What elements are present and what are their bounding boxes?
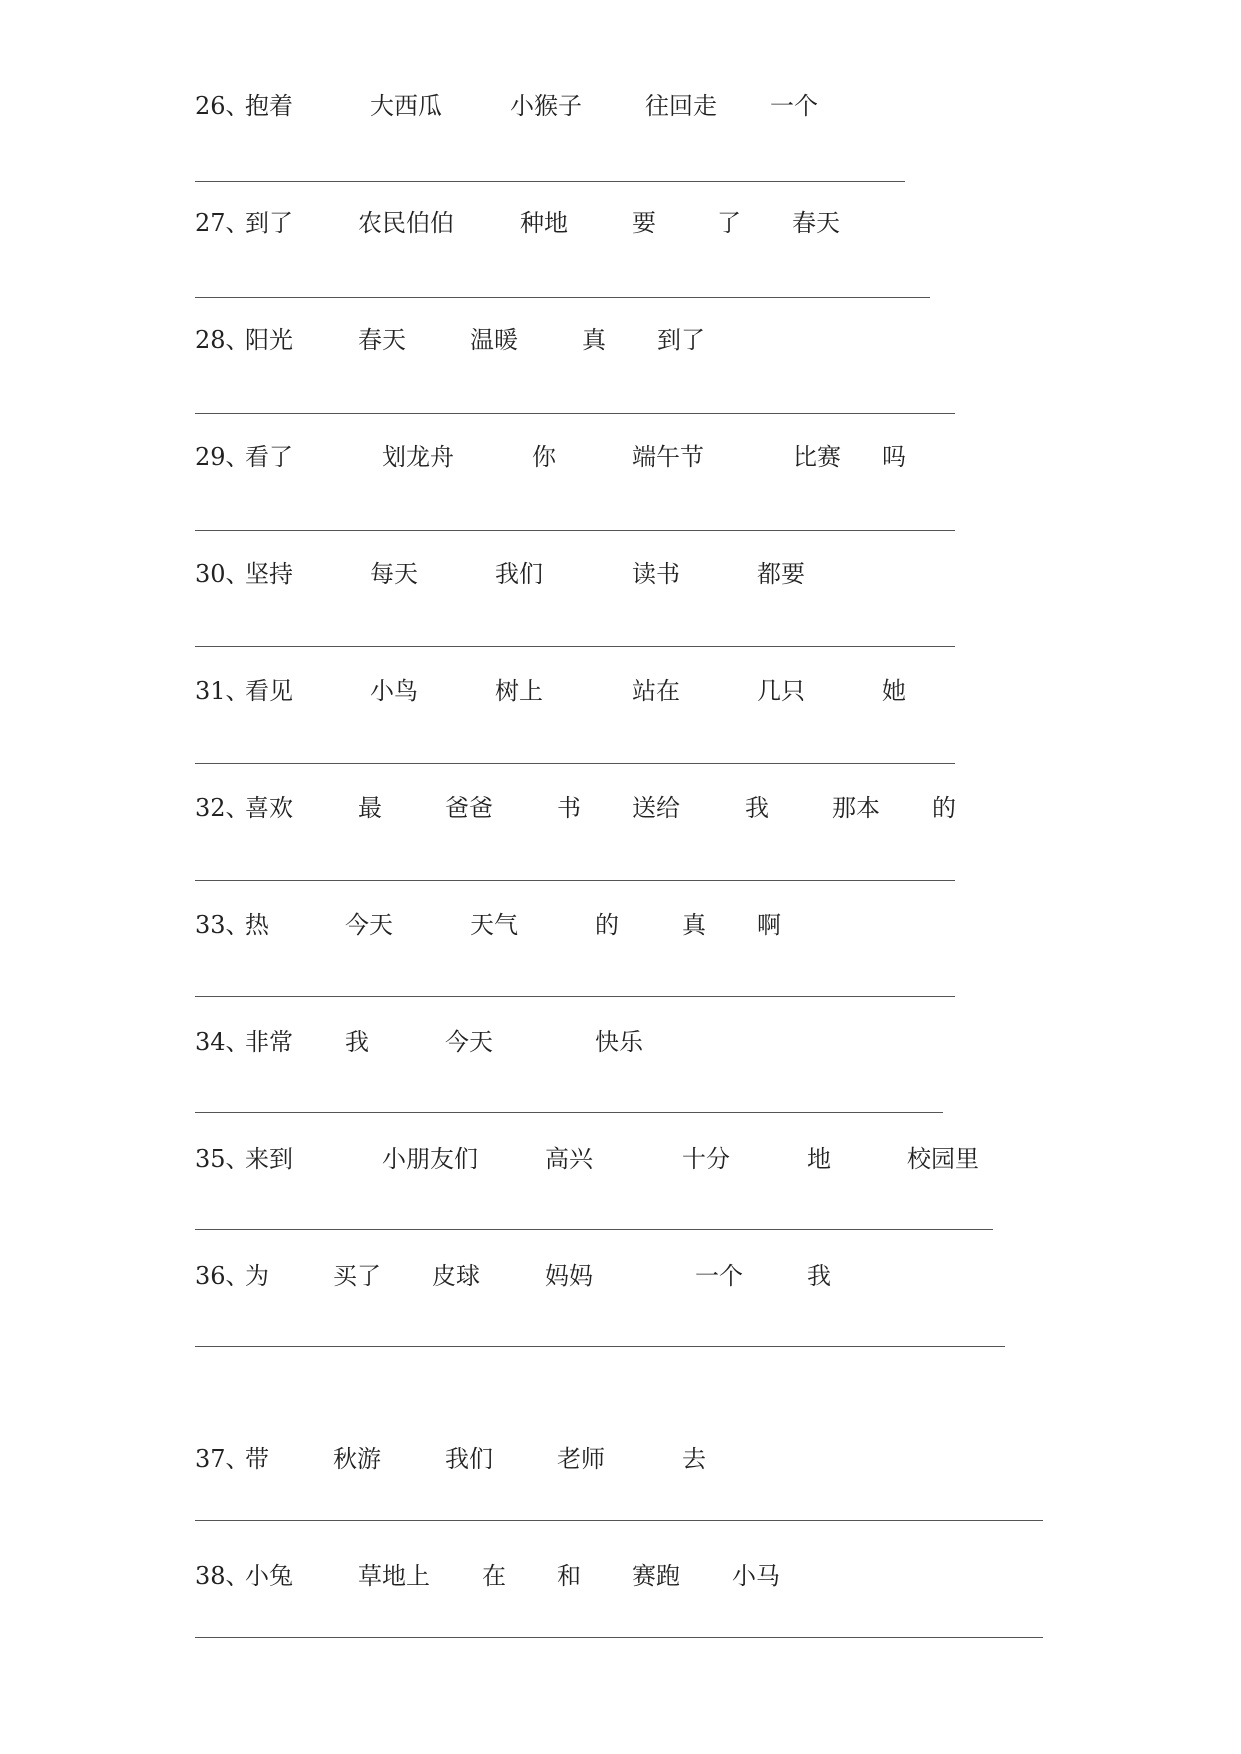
word-token: 天气 [470, 911, 518, 939]
word-token: 的 [932, 794, 956, 822]
exercise-item [195, 92, 1095, 120]
word-token: 种地 [520, 209, 568, 237]
word-token: 读书 [632, 560, 680, 588]
word-token: 树上 [495, 677, 543, 705]
word-token: 抱着 [245, 92, 293, 120]
word-token: 真 [682, 911, 706, 939]
word-token: 到了 [245, 209, 293, 237]
item-number: 30、 [195, 560, 250, 588]
word-token: 秋游 [333, 1445, 381, 1473]
word-token: 的 [595, 911, 619, 939]
word-token: 在 [482, 1562, 506, 1590]
answer-line[interactable] [195, 646, 955, 647]
exercise-item [195, 1262, 1095, 1290]
word-token: 赛跑 [632, 1562, 680, 1590]
word-token: 去 [682, 1445, 706, 1473]
answer-line[interactable] [195, 996, 955, 997]
exercise-item [195, 1562, 1095, 1590]
word-token: 为 [245, 1262, 269, 1290]
word-token: 和 [557, 1562, 581, 1590]
item-number: 31、 [195, 677, 250, 705]
word-token: 阳光 [245, 326, 293, 354]
word-token: 春天 [792, 209, 840, 237]
word-token: 啊 [757, 911, 781, 939]
word-token: 端午节 [632, 443, 704, 471]
item-number: 37、 [195, 1445, 250, 1473]
item-number: 26、 [195, 92, 250, 120]
answer-line[interactable] [195, 880, 955, 881]
answer-line[interactable] [195, 1112, 943, 1113]
word-token: 最 [358, 794, 382, 822]
word-token: 划龙舟 [382, 443, 454, 471]
exercise-item [195, 1145, 1095, 1173]
word-token: 爸爸 [445, 794, 493, 822]
word-token: 送给 [632, 794, 680, 822]
answer-line[interactable] [195, 181, 905, 182]
word-token: 高兴 [545, 1145, 593, 1173]
word-token: 来到 [245, 1145, 293, 1173]
exercise-item [195, 209, 1095, 237]
exercise-item [195, 326, 1095, 354]
answer-line[interactable] [195, 1346, 1005, 1347]
word-token: 小猴子 [510, 92, 582, 120]
answer-line[interactable] [195, 297, 930, 298]
exercise-item [195, 1445, 1095, 1473]
word-token: 比赛 [793, 443, 841, 471]
word-token: 每天 [370, 560, 418, 588]
word-token: 那本 [832, 794, 880, 822]
word-token: 带 [245, 1445, 269, 1473]
word-token: 看了 [245, 443, 293, 471]
word-token: 都要 [757, 560, 805, 588]
word-token: 买了 [333, 1262, 381, 1290]
word-token: 我们 [495, 560, 543, 588]
word-token: 几只 [757, 677, 805, 705]
word-token: 要 [632, 209, 656, 237]
word-token: 一个 [695, 1262, 743, 1290]
word-token: 了 [717, 209, 741, 237]
word-token: 到了 [657, 326, 705, 354]
word-token: 小朋友们 [382, 1145, 478, 1173]
word-token: 书 [557, 794, 581, 822]
word-token: 十分 [682, 1145, 730, 1173]
answer-line[interactable] [195, 763, 955, 764]
item-number: 32、 [195, 794, 250, 822]
word-token: 草地上 [358, 1562, 430, 1590]
answer-line[interactable] [195, 530, 955, 531]
word-token: 坚持 [245, 560, 293, 588]
word-token: 小兔 [245, 1562, 293, 1590]
item-number: 34、 [195, 1028, 250, 1056]
word-token: 我 [807, 1262, 831, 1290]
answer-line[interactable] [195, 1520, 1043, 1521]
item-number: 33、 [195, 911, 250, 939]
item-number: 27、 [195, 209, 250, 237]
word-token: 温暖 [470, 326, 518, 354]
answer-line[interactable] [195, 1229, 993, 1230]
word-token: 非常 [245, 1028, 293, 1056]
word-token: 春天 [358, 326, 406, 354]
word-token: 真 [582, 326, 606, 354]
exercise-item [195, 911, 1095, 939]
exercise-item [195, 794, 1095, 822]
word-token: 我 [345, 1028, 369, 1056]
exercise-item [195, 443, 1095, 471]
word-token: 老师 [557, 1445, 605, 1473]
word-token: 小鸟 [370, 677, 418, 705]
word-token: 皮球 [432, 1262, 480, 1290]
item-number: 35、 [195, 1145, 250, 1173]
word-token: 大西瓜 [370, 92, 442, 120]
word-token: 热 [245, 911, 269, 939]
word-token: 站在 [632, 677, 680, 705]
word-token: 吗 [882, 443, 906, 471]
word-token: 农民伯伯 [358, 209, 454, 237]
word-token: 校园里 [907, 1145, 979, 1173]
word-token: 地 [807, 1145, 831, 1173]
word-token: 小马 [732, 1562, 780, 1590]
word-token: 往回走 [645, 92, 717, 120]
word-token: 妈妈 [545, 1262, 593, 1290]
exercise-item [195, 560, 1095, 588]
word-token: 你 [532, 443, 556, 471]
item-number: 36、 [195, 1262, 250, 1290]
word-token: 看见 [245, 677, 293, 705]
word-token: 喜欢 [245, 794, 293, 822]
word-token: 今天 [345, 911, 393, 939]
answer-line[interactable] [195, 1637, 1043, 1638]
item-number: 29、 [195, 443, 250, 471]
word-token: 一个 [770, 92, 818, 120]
word-token: 今天 [445, 1028, 493, 1056]
exercise-item [195, 677, 1095, 705]
word-token: 快乐 [595, 1028, 643, 1056]
answer-line[interactable] [195, 413, 955, 414]
word-token: 我们 [445, 1445, 493, 1473]
exercise-item [195, 1028, 1095, 1056]
word-token: 她 [882, 677, 906, 705]
item-number: 28、 [195, 326, 250, 354]
item-number: 38、 [195, 1562, 250, 1590]
word-token: 我 [745, 794, 769, 822]
